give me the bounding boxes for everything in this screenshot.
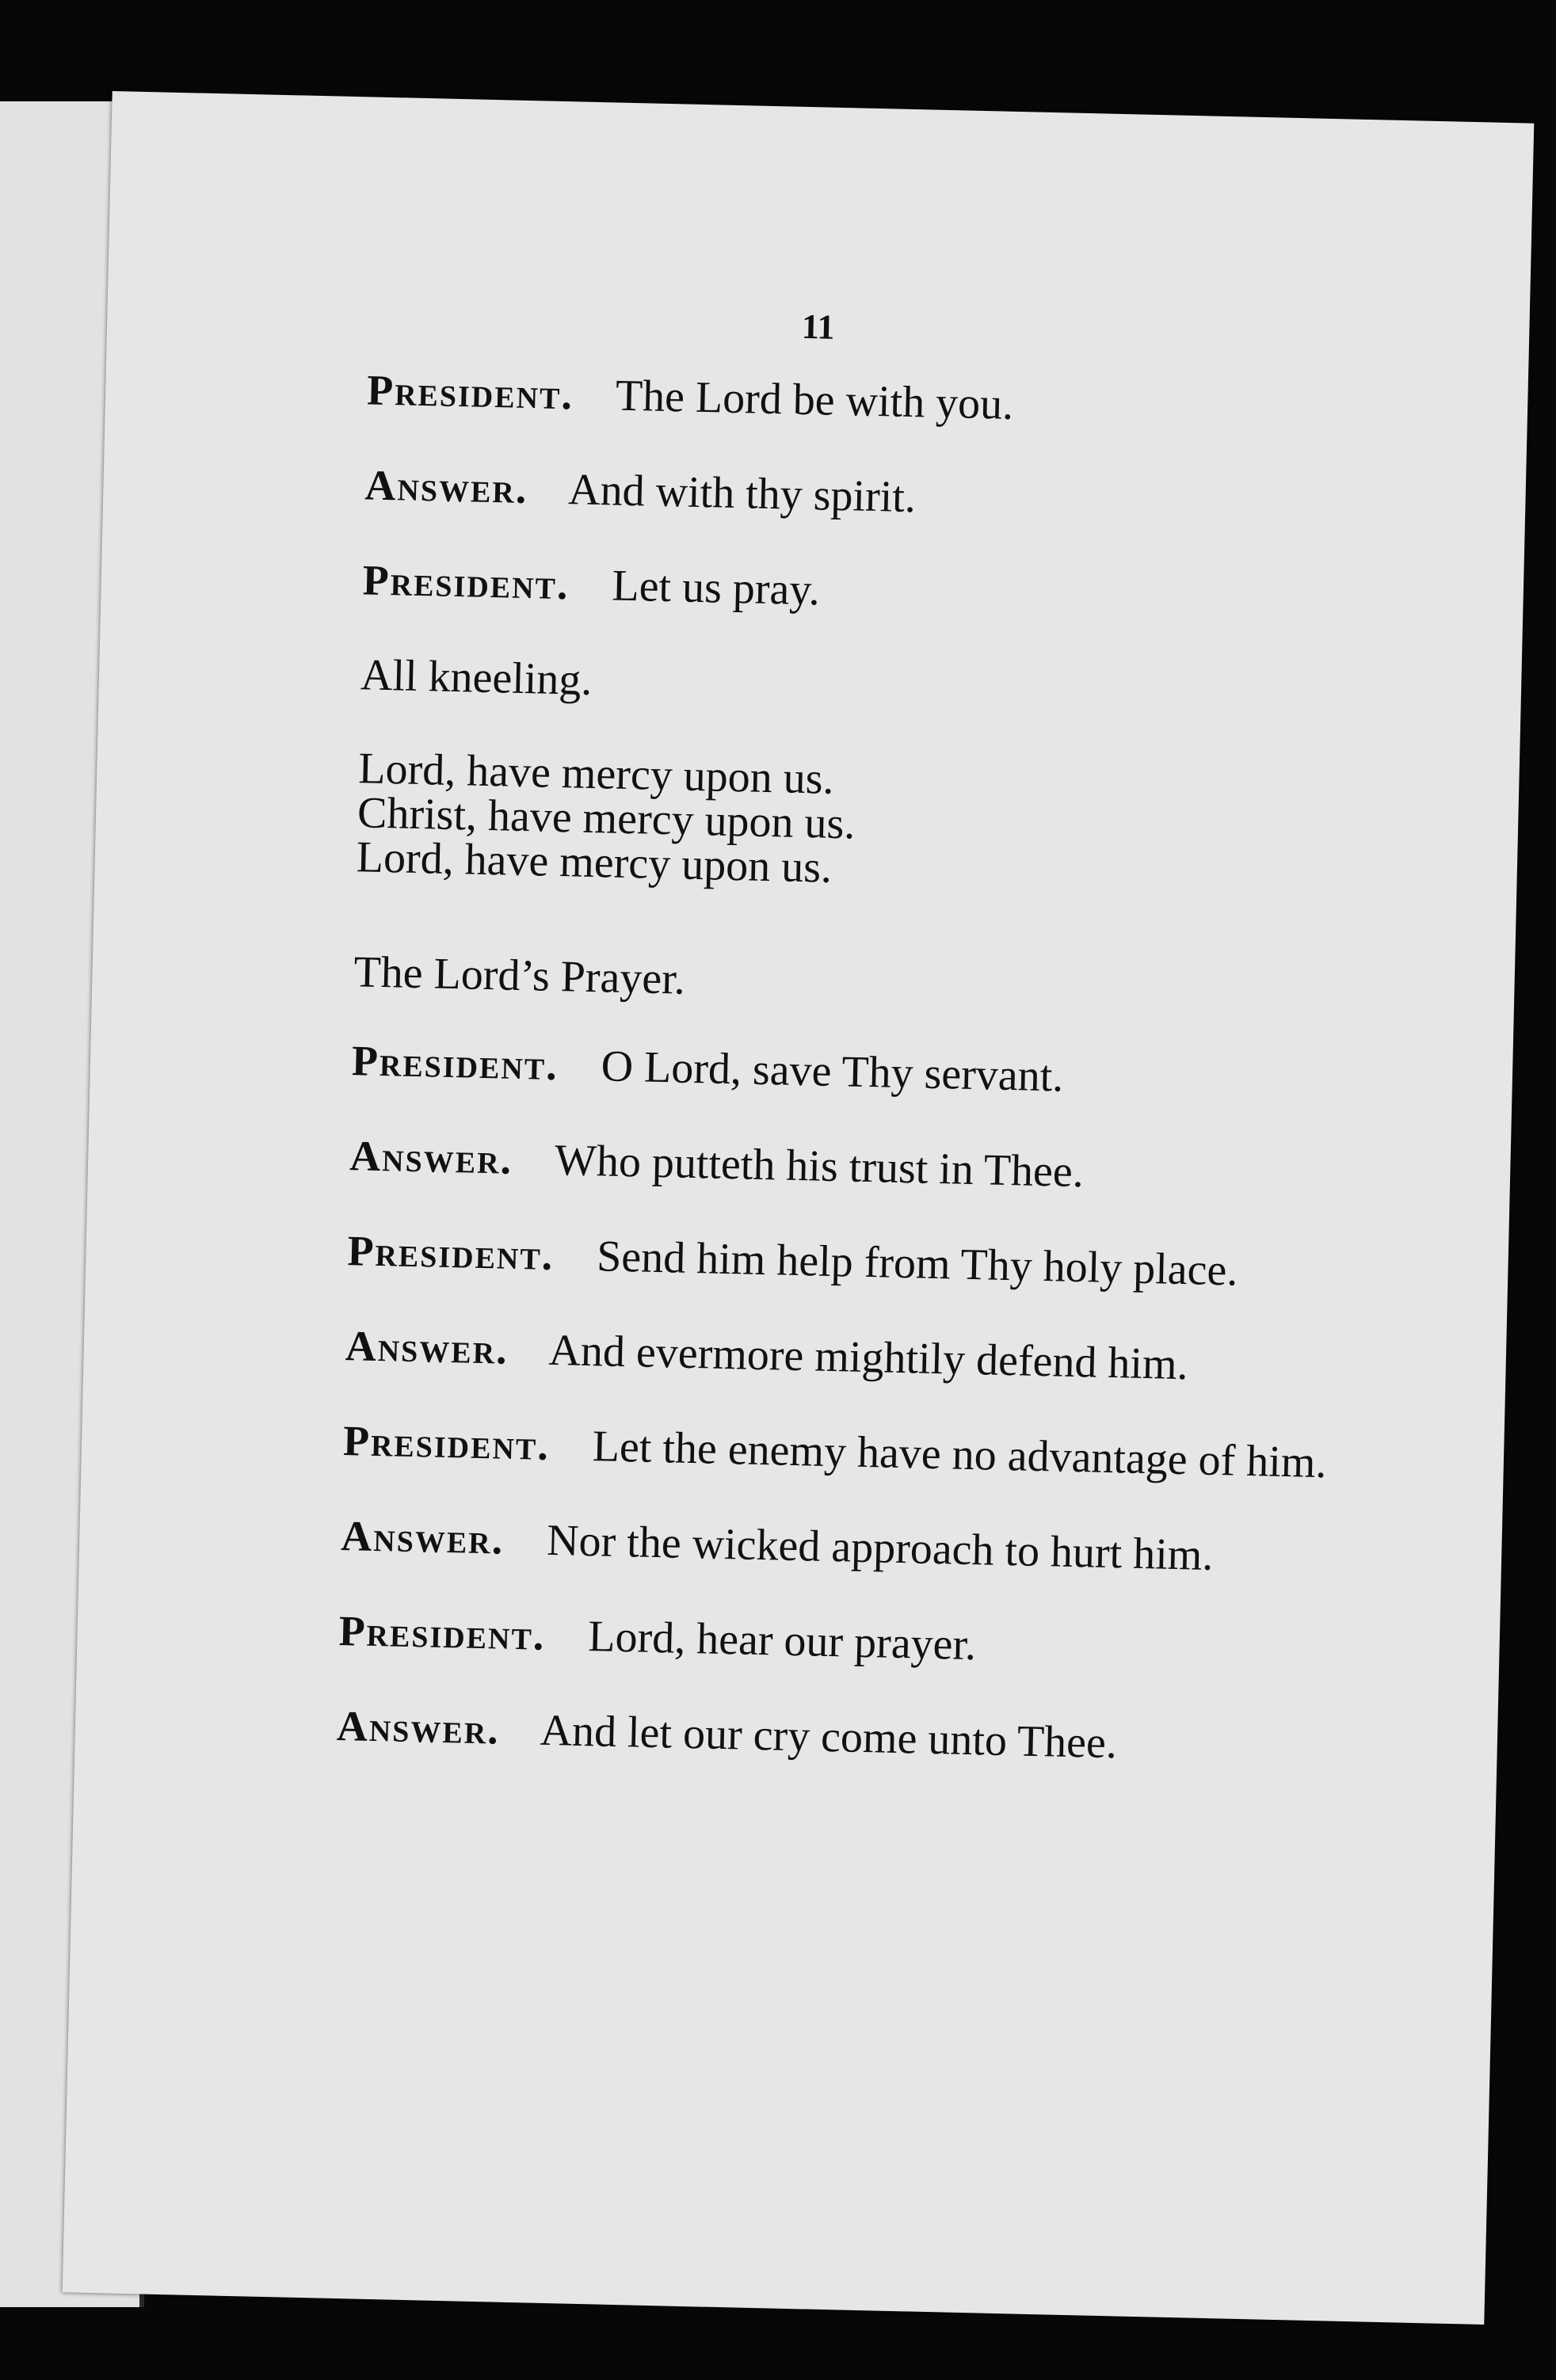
kyrie-line: Lord, have mercy upon us. bbox=[356, 832, 833, 893]
suffrage-text: Send him help from Thy holy place. bbox=[596, 1232, 1239, 1296]
page-number: 11 bbox=[801, 307, 836, 347]
speaker-label: President. bbox=[362, 556, 570, 609]
suffrage-text: And let our cry come unto Thee. bbox=[540, 1705, 1118, 1769]
rubric-kneeling: All kneeling. bbox=[360, 650, 593, 705]
book-page bbox=[63, 91, 1535, 2325]
page-content bbox=[335, 366, 1374, 1819]
suffrage-text: O Lord, save Thy servant. bbox=[601, 1041, 1065, 1102]
versicle-text: The Lord be with you. bbox=[615, 371, 1014, 429]
speaker-label: Answer. bbox=[340, 1512, 505, 1563]
suffrage-text: Let the enemy have no advantage of him. bbox=[592, 1422, 1328, 1488]
speaker-label: Answer. bbox=[364, 461, 529, 513]
speaker-label: President. bbox=[366, 366, 574, 419]
suffrage-text: And evermore mightily defend him. bbox=[547, 1325, 1189, 1390]
kyrie-line: Christ, have mercy upon us. bbox=[357, 788, 856, 849]
speaker-label: President. bbox=[351, 1037, 559, 1090]
suffrage-text: Who putteth his trust in Thee. bbox=[554, 1136, 1085, 1198]
kyrie-line: Lord, have mercy upon us. bbox=[357, 744, 835, 804]
speaker-label: President. bbox=[338, 1606, 547, 1659]
speaker-label: President. bbox=[342, 1417, 551, 1469]
kyrie-block bbox=[354, 746, 1364, 971]
speaker-label: Answer. bbox=[345, 1322, 509, 1373]
versicle-text: Let us pray. bbox=[611, 561, 821, 615]
speaker-label: Answer. bbox=[336, 1701, 501, 1754]
lords-prayer-rubric: The Lord’s Prayer. bbox=[353, 947, 686, 1004]
speaker-label: President. bbox=[346, 1227, 555, 1280]
speaker-label: Answer. bbox=[349, 1132, 513, 1183]
suffrage-text: Lord, hear our prayer. bbox=[587, 1612, 977, 1670]
suffrage-text: Nor the wicked approach to hurt him. bbox=[546, 1515, 1215, 1580]
versicle-text: And with thy spirit. bbox=[567, 465, 917, 523]
